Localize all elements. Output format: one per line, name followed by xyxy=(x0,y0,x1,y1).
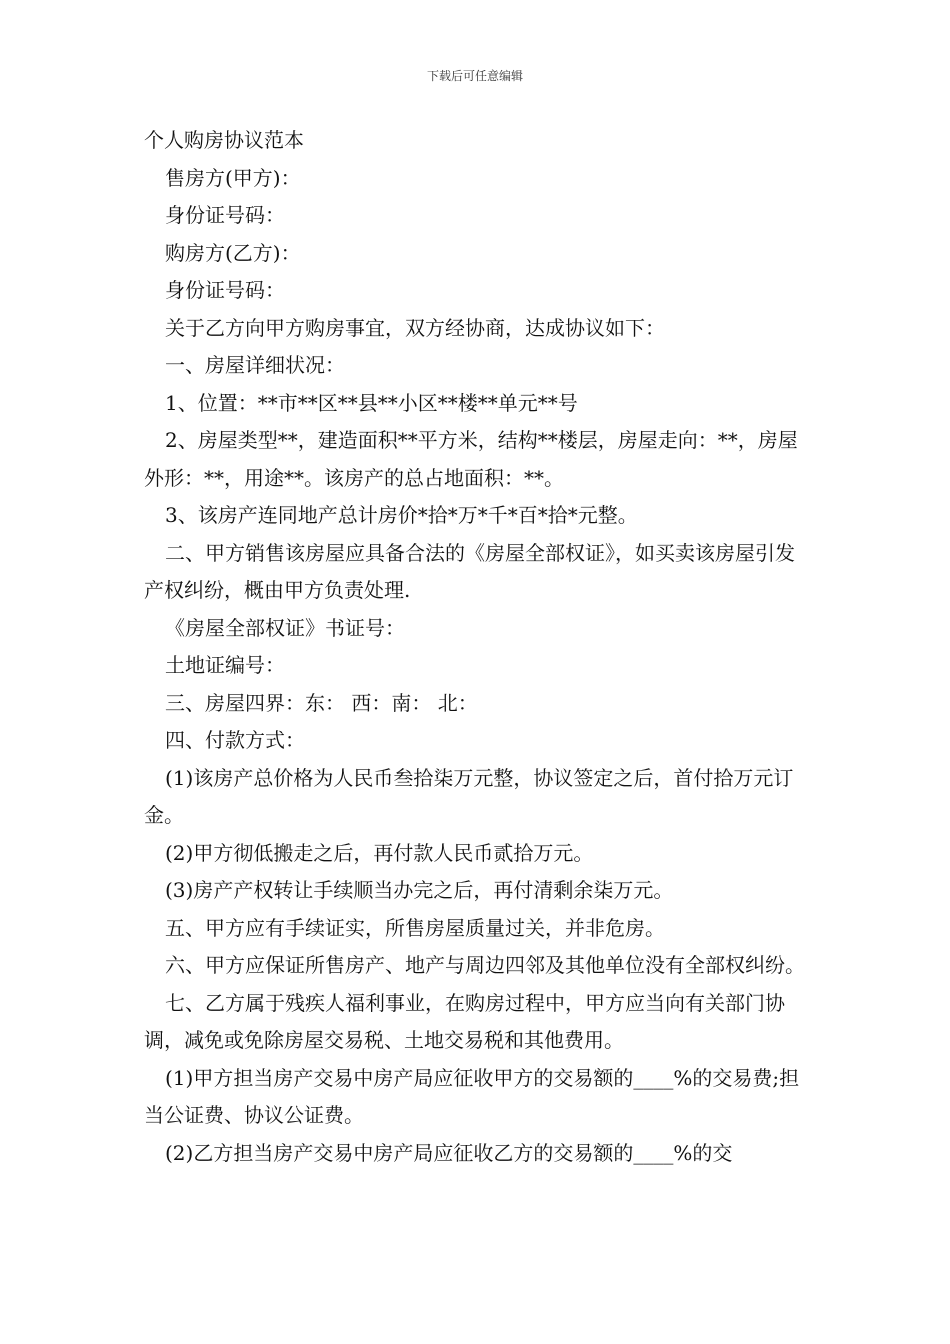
section-6-paragraph: 六、甲方应保证所售房产、地产与周边四邻及其他单位没有全部权纠纷。 xyxy=(165,953,805,977)
section-4-heading: 四、付款方式： xyxy=(165,728,305,752)
intro-paragraph: 关于乙方向甲方购房事宜，双方经协商，达成协议如下： xyxy=(165,315,665,340)
section-1-heading: 一、房屋详细状况： xyxy=(165,353,345,377)
document-title: 个人购房协议范本 xyxy=(144,128,304,152)
section-4-item-2: (2)甲方彻低搬走之后，再付款人民币贰拾万元。 xyxy=(165,840,594,865)
land-certificate-line: 土地证编号： xyxy=(165,653,285,677)
agreement-document xyxy=(144,122,814,1172)
buyer-line: 购房方(乙方)： xyxy=(165,240,301,265)
section-5-paragraph: 五、甲方应有手续证实，所售房屋质量过关，并非危房。 xyxy=(165,915,665,940)
section-3-boundaries: 三、房屋四界：东： 西：南： 北： xyxy=(165,690,478,715)
section-4-item-3: (3)房产产权转让手续顺当办完之后，再付清剩余柒万元。 xyxy=(165,878,674,902)
page-header-note: 下载后可任意编辑 xyxy=(426,69,523,83)
buyer-id-line: 身份证号码： xyxy=(165,278,285,302)
seller-line: 售房方(甲方)： xyxy=(165,165,301,190)
section-4-item-1: (1)该房产总价格为人民币叁拾柒万元整，协议签定之后，首付拾万元订金。 xyxy=(144,765,794,827)
section-7-item-2: (2)乙方担当房产交易中房产局应征收乙方的交易额的____%的交 xyxy=(165,1140,733,1165)
section-1-item-1: 1、位置：**市**区**县**小区**楼**单元**号 xyxy=(165,390,578,415)
certificate-number-line: 《房屋全部权证》书证号： xyxy=(165,615,405,640)
section-2-paragraph: 二、甲方销售该房屋应具备合法的《房屋全部权证》，如买卖该房屋引发产权纠纷，概由甲方负责处理. xyxy=(144,540,795,602)
section-1-item-3: 3、该房产连同地产总计房价*拾*万*千*百*拾*元整。 xyxy=(165,503,638,527)
seller-id-line: 身份证号码： xyxy=(165,203,285,227)
section-7-item-1: (1)甲方担当房产交易中房产局应征收甲方的交易额的____%的交易费;担当公证费、协议公证费。 xyxy=(144,1065,800,1127)
section-7-paragraph: 七、乙方属于残疾人福利事业，在购房过程中，甲方应当向有关部门协调，减免或免除房屋交易税、土地交易税和其他费用。 xyxy=(144,990,785,1052)
section-1-item-2: 2、房屋类型**，建造面积**平方米，结构**楼层，房屋走向：**，房屋外形：**，用途**。该房产的总占地面积：**。 xyxy=(144,428,798,490)
